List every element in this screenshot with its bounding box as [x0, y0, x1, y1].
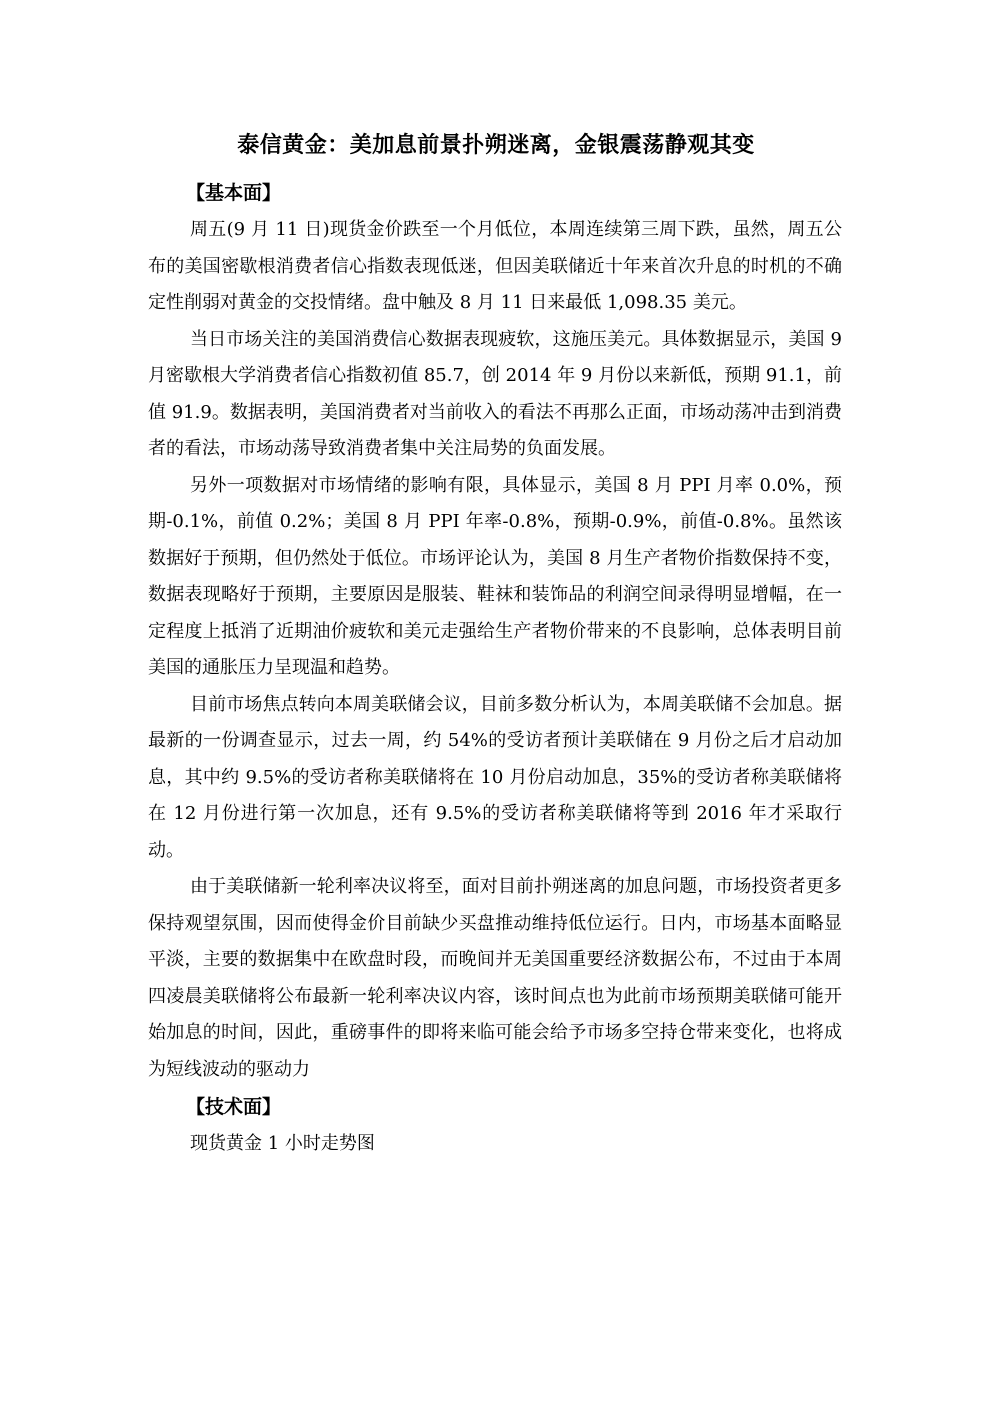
paragraph: 目前市场焦点转向本周美联储会议，目前多数分析认为，本周美联储不会加息。据最新的一份调查显示，过去一周，约 54%的受访者预计美联储在 9 月份之后才启动加息，其中约 9.5%的受访者称美联储将在 10 月份启动加息，35%的受访者称美联储将在 12 月份进行第一次加息，还有 9.5%的受访者称美联储将等到 2016 年才采取行动。 [148, 693, 842, 861]
chart-caption: 现货黄金 1 小时走势图 [190, 1133, 375, 1154]
document-title: 泰信黄金：美加息前景扑朔迷离，金银震荡静观其变 [237, 133, 755, 158]
paragraph: 周五(9 月 11 日)现货金价跌至一个月低位，本周连续第三周下跌，虽然，周五公布的美国密歇根消费者信心指数表现低迷，但因美联储近十年来首次升息的时机的不确定性削弱对黄金的交投情绪。盘中触及 8 月 11 日来最低 1,098.35 美元。 [148, 219, 842, 313]
section-heading-fundamentals: 【基本面】 [186, 182, 282, 204]
section-heading-technical: 【技术面】 [186, 1096, 282, 1118]
paragraph: 另外一项数据对市场情绪的影响有限，具体显示，美国 8 月 PPI 月率 0.0%，预期-0.1%，前值 0.2%；美国 8 月 PPI 年率-0.8%，预期-0.9%，前值-0.8%。虽然该数据好于预期，但仍然处于低位。市场评论认为，美国 8 月生产者物价指数保持不变，数据表现略好于预期，主要原因是服装、鞋袜和装饰品的利润空间录得明显增幅，在一定程度上抵消了近期油价疲软和美元走强给生产者物价带来的不良影响，总体表明目前美国的通胀压力呈现温和趋势。 [148, 474, 842, 678]
paragraph: 由于美联储新一轮利率决议将至，面对目前扑朔迷离的加息问题，市场投资者更多保持观望氛围，因而使得金价目前缺少买盘推动维持低位运行。日内，市场基本面略显平淡，主要的数据集中在欧盘时段，而晚间并无美国重要经济数据公布，不过由于本周四凌晨美联储将公布最新一轮利率决议内容，该时间点也为此前市场预期美联储可能开始加息的时间，因此，重磅事件的即将来临可能会给予市场多空持仓带来变化，也将成为短线波动的驱动力 [148, 876, 842, 1080]
paragraph: 当日市场关注的美国消费信心数据表现疲软，这施压美元。具体数据显示，美国 9 月密歇根大学消费者信心指数初值 85.7，创 2014 年 9 月份以来新低，预期 91.1，前值 91.9。数据表明，美国消费者对当前收入的看法不再那么正面，市场动荡冲击到消费者的看法，市场动荡导致消费者集中关注局势的负面发展。 [148, 328, 842, 459]
document-body [148, 174, 842, 1163]
